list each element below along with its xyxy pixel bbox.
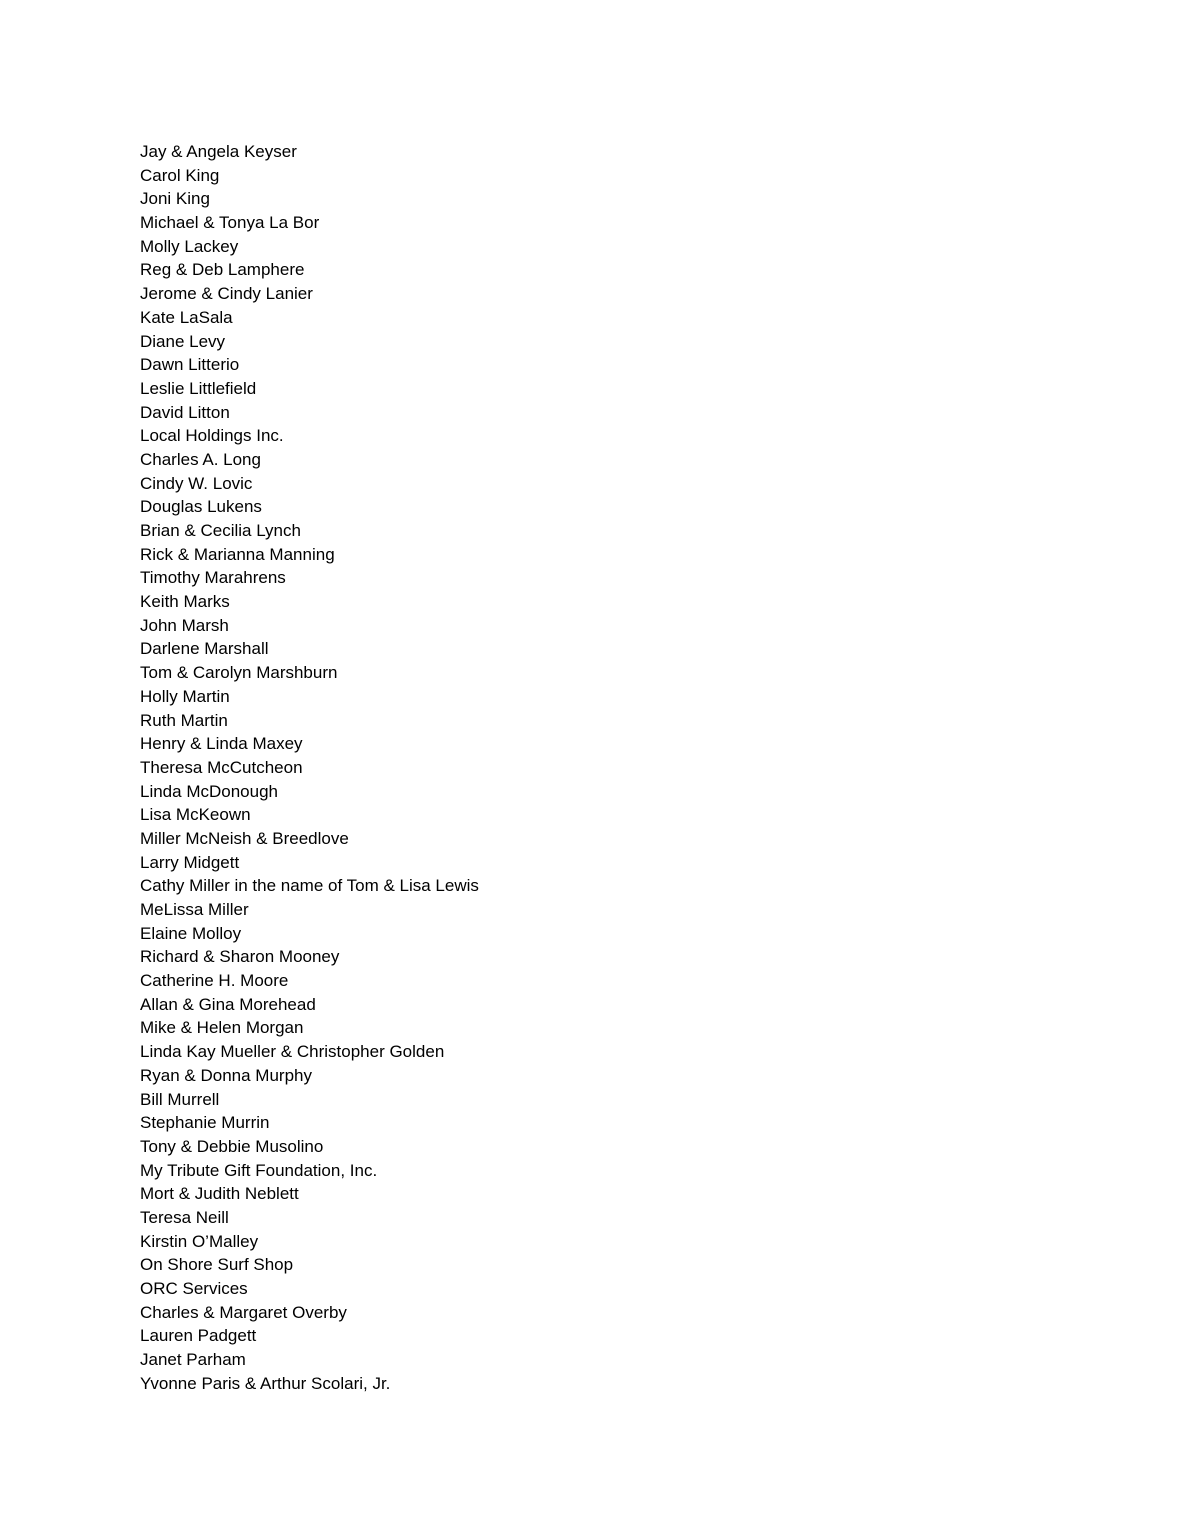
donor-name: Cindy W. Lovic bbox=[140, 473, 253, 493]
donor-name: Brian & Cecilia Lynch bbox=[140, 521, 301, 540]
donor-name: Richard & Sharon Mooney bbox=[140, 947, 340, 967]
donor-name-list bbox=[140, 140, 479, 1395]
donor-name: Timothy Marahrens bbox=[140, 568, 286, 588]
donor-name: Charles A. Long bbox=[140, 449, 261, 469]
donor-name: Yvonne Paris & Arthur Scolari, Jr. bbox=[140, 1373, 391, 1393]
donor-name: Reg & Deb Lamphere bbox=[140, 260, 305, 280]
donor-name: Holly Martin bbox=[140, 686, 230, 706]
donor-name: Michael & Tonya La Bor bbox=[140, 213, 320, 233]
donor-name: Leslie Littlefield bbox=[140, 378, 257, 398]
donor-name: Mort & Judith Neblett bbox=[140, 1184, 299, 1204]
donor-name: Linda McDonough bbox=[140, 781, 278, 801]
donor-name: MeLissa Miller bbox=[140, 900, 249, 919]
donor-name: Keith Marks bbox=[140, 592, 230, 612]
donor-name: Jay & Angela Keyser bbox=[140, 142, 297, 161]
donor-name: Douglas Lukens bbox=[140, 497, 262, 517]
donor-name: Diane Levy bbox=[140, 331, 226, 351]
donor-name: Janet Parham bbox=[140, 1350, 246, 1370]
donor-name: Mike & Helen Morgan bbox=[140, 1018, 304, 1038]
donor-name: Lisa McKeown bbox=[140, 805, 251, 825]
donor-name: Charles & Margaret Overby bbox=[140, 1302, 347, 1322]
donor-name: Rick & Marianna Manning bbox=[140, 544, 335, 564]
donor-name: Ruth Martin bbox=[140, 710, 228, 730]
donor-name: Teresa Neill bbox=[140, 1207, 229, 1227]
donor-name: Cathy Miller in the name of Tom & Lisa Lewis bbox=[140, 876, 479, 896]
donor-name: Ryan & Donna Murphy bbox=[140, 1065, 312, 1085]
donor-name: Linda Kay Mueller & Christopher Golden bbox=[140, 1042, 445, 1062]
donor-name: Molly Lackey bbox=[140, 236, 239, 256]
donor-name: Jerome & Cindy Lanier bbox=[140, 284, 313, 304]
donor-name: Bill Murrell bbox=[140, 1089, 220, 1109]
donor-name: Tom & Carolyn Marshburn bbox=[140, 663, 338, 683]
donor-name: Joni King bbox=[140, 189, 210, 209]
donor-name: Lauren Padgett bbox=[140, 1326, 257, 1346]
donor-name: Henry & Linda Maxey bbox=[140, 734, 303, 754]
donor-name: My Tribute Gift Foundation, Inc. bbox=[140, 1160, 378, 1180]
donor-name: Darlene Marshall bbox=[140, 639, 269, 659]
donor-name: Kate LaSala bbox=[140, 307, 233, 327]
donor-name: Stephanie Murrin bbox=[140, 1113, 270, 1133]
donor-name: Carol King bbox=[140, 165, 220, 185]
donor-name: On Shore Surf Shop bbox=[140, 1255, 294, 1275]
donor-name: Elaine Molloy bbox=[140, 923, 242, 943]
donor-name: Dawn Litterio bbox=[140, 355, 240, 375]
donor-name: Allan & Gina Morehead bbox=[140, 994, 316, 1014]
donor-name: Larry Midgett bbox=[140, 852, 240, 872]
donor-name: Local Holdings Inc. bbox=[140, 426, 284, 446]
donor-name: John Marsh bbox=[140, 615, 229, 635]
donor-name: David Litton bbox=[140, 402, 230, 422]
donor-name: Kirstin O’Malley bbox=[140, 1231, 259, 1251]
donor-name: ORC Services bbox=[140, 1279, 248, 1298]
donor-name: Miller McNeish & Breedlove bbox=[140, 828, 349, 848]
donor-name: Theresa McCutcheon bbox=[140, 757, 303, 777]
donor-name: Tony & Debbie Musolino bbox=[140, 1136, 324, 1156]
donor-name: Catherine H. Moore bbox=[140, 971, 289, 991]
